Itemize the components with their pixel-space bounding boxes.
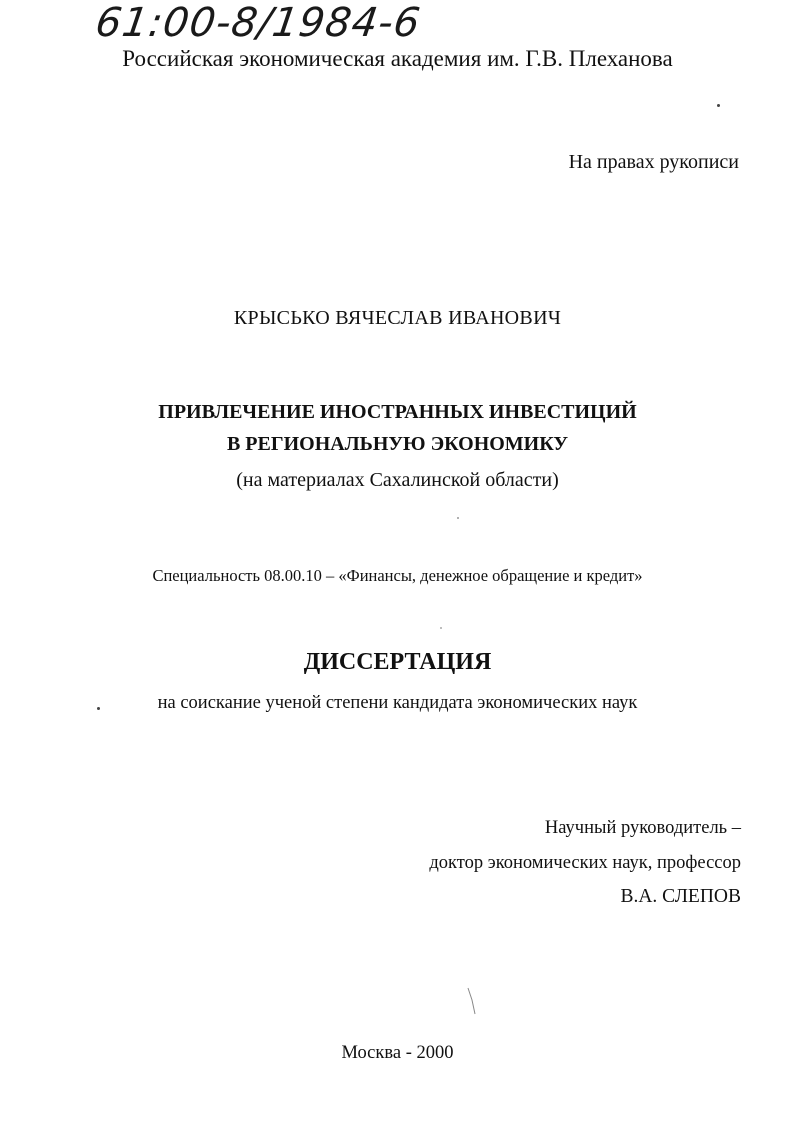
archive-code-handwritten: 61:00-8/1984-6 — [92, 0, 424, 46]
advisor-role: Научный руководитель – — [544, 818, 741, 838]
document-type-heading: ДИССЕРТАЦИЯ — [303, 649, 492, 675]
city-year: Москва - 2000 — [341, 1043, 454, 1063]
author-name: КРЫСЬКО ВЯЧЕСЛАВ ИВАНОВИЧ — [233, 307, 562, 329]
advisor-credentials: доктор экономических наук, профессор — [429, 853, 741, 873]
thesis-title-line-2: В РЕГИОНАЛЬНУЮ ЭКОНОМИКУ — [226, 433, 569, 455]
scan-speck — [97, 707, 100, 710]
manuscript-rights-note: На правах рукописи — [568, 151, 739, 173]
scan-speck — [717, 104, 720, 107]
advisor-name: В.А. СЛЕПОВ — [620, 886, 741, 907]
degree-line: на соискание ученой степени кандидата экономических наук — [157, 693, 638, 713]
thesis-subtitle: (на материалах Сахалинской области) — [236, 469, 559, 491]
specialty-line: Специальность 08.00.10 – «Финансы, денежное обращение и кредит» — [152, 566, 643, 585]
institution-name: Российская экономическая академия им. Г.В. Плеханова — [122, 46, 673, 71]
thesis-title-line-1: ПРИВЛЕЧЕНИЕ ИНОСТРАННЫХ ИНВЕСТИЦИЙ — [158, 401, 637, 423]
scan-speck — [457, 517, 459, 519]
scan-speck — [440, 627, 442, 629]
scan-scratch-mark — [466, 986, 480, 1020]
